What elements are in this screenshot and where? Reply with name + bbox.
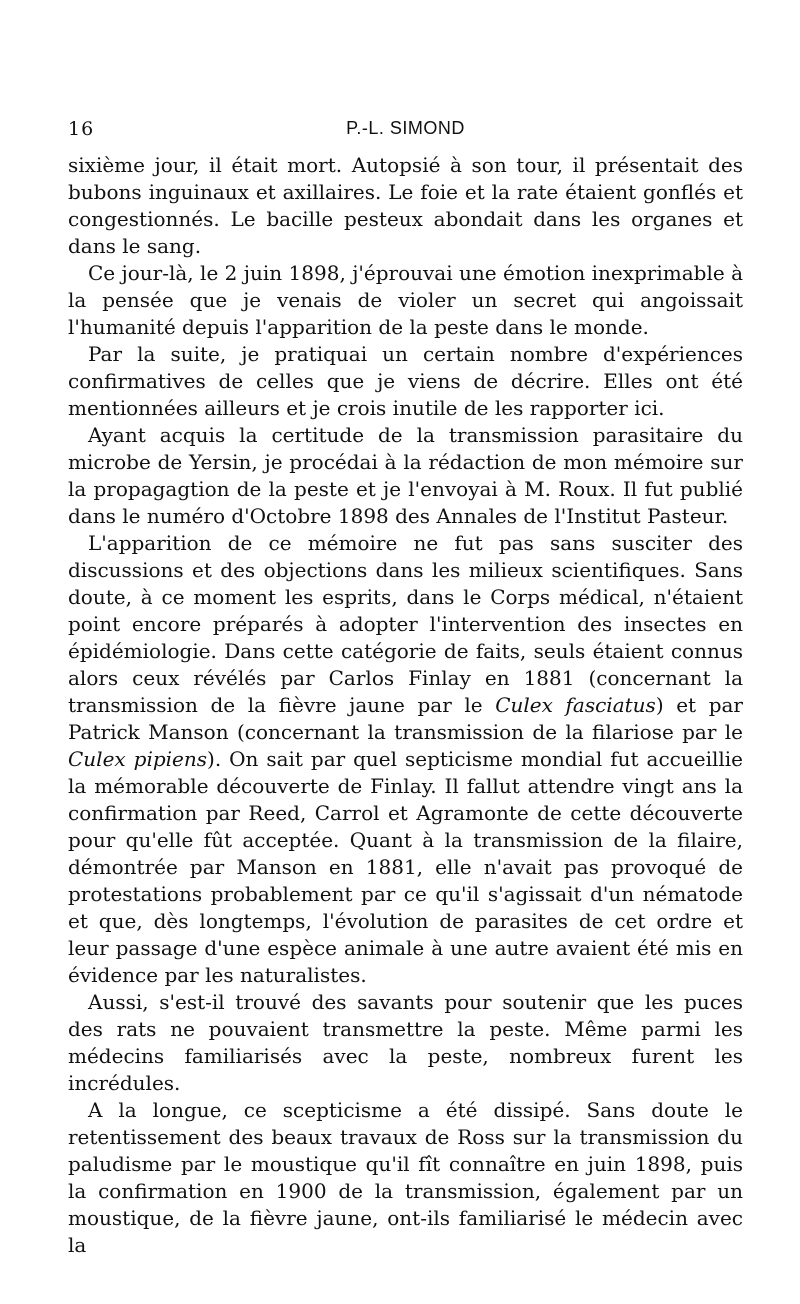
species-name-culex-pipiens: Culex pipiens xyxy=(68,747,208,771)
species-name-culex-fasciatus: Culex fasciatus xyxy=(495,693,656,717)
paragraph-7: A la longue, ce scepticisme a été dissipé. Sans doute le retentissement des beaux travaux de Ross sur la transmission du paludisme par le moustique qu'il fît connaître en juin 1898, puis la confirmation en 1900 de la transmission, également par un moustique, de la fièvre jaune, ont-ils familiarisé le médecin avec la xyxy=(68,1098,743,1257)
page-header xyxy=(68,118,743,152)
paragraph-5-part-1: L'apparition de ce mémoire ne fut pas sans susciter des discussions et des objections dans les milieux scientifiques. Sans doute, à ce moment les esprits, dans le Corps médical, n'étaient point encore préparés à adopter l'intervention des insectes en épidémiologie. Dans cette catégorie de faits, seuls étaient connus alors ceux révélés par Carlos Finlay en 1881 (concernant la transmission de la fièvre jaune par le xyxy=(68,531,743,717)
paragraph-5-part-2: ) et par Patrick Manson (concernant la transmission de la filariose par le xyxy=(68,693,743,744)
book-page xyxy=(68,118,743,1259)
paragraph-1: sixième jour, il était mort. Autopsié à son tour, il présentait des bubons inguinaux et axillaires. Le foie et la rate étaient gonflés et congestionnés. Le bacille pesteux abondait dans les organes et dans le sang. xyxy=(68,153,743,258)
paragraph-2: Ce jour-là, le 2 juin 1898, j'éprouvai une émotion inexprimable à la pensée que je venais de violer un secret qui angoissait l'humanité depuis l'apparition de la peste dans le monde. xyxy=(68,261,743,339)
body-text xyxy=(68,152,743,1259)
paragraph-4: Ayant acquis la certitude de la transmission parasitaire du microbe de Yersin, je procédai à la rédaction de mon mémoire sur la propagagtion de la peste et je l'envoyai à M. Roux. Il fut publié dans le numéro d'Octobre 1898 des Annales de l'Institut Pasteur. xyxy=(68,423,743,528)
paragraph-5 xyxy=(68,530,743,989)
paragraph-3: Par la suite, je pratiquai un certain nombre d'expériences confirmatives de celles que je viens de décrire. Elles ont été mentionnées ailleurs et je crois inutile de les rapporter ici. xyxy=(68,342,743,420)
paragraph-5-part-3: ). On sait par quel septicisme mondial fut accueillie la mémorable découverte de Finlay. Il fallut attendre vingt ans la confirmation par Reed, Carrol et Agramonte de cette découverte pour qu'elle fût acceptée. Quant à la transmission de la filaire, démontrée par Manson en 1881, elle n'avait pas provoqué de protestations probablement par ce qu'il s'agissait d'un nématode et que, dès longtemps, l'évolution de parasites de cet ordre et leur passage d'une espèce animale à une autre avaient été mis en évidence par les naturalistes. xyxy=(68,747,743,987)
running-head: P.-L. SIMOND xyxy=(346,118,465,138)
paragraph-6: Aussi, s'est-il trouvé des savants pour soutenir que les puces des rats ne pouvaient transmettre la peste. Même parmi les médecins familiarisés avec la peste, nombreux furent les incrédules. xyxy=(68,990,743,1095)
page-number: 16 xyxy=(68,118,95,140)
